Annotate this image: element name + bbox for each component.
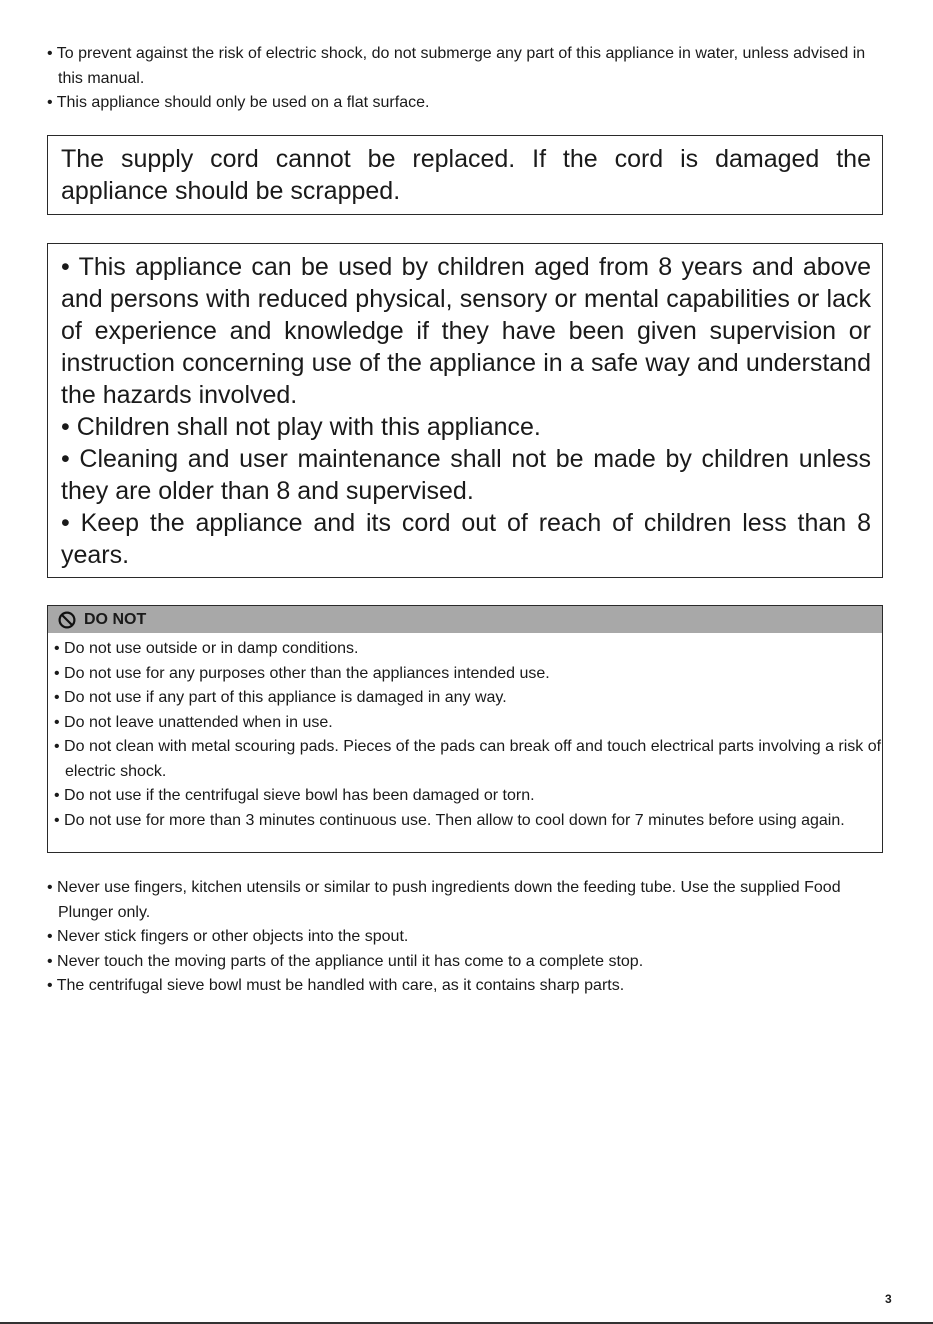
children-notice-paragraph: • Cleaning and user maintenance shall not be made by children unless they are older than 8 and supervised. — [61, 445, 871, 505]
list-item: • Never use fingers, kitchen utensils or similar to push ingredients down the feeding tube. Use the supplied Food Plunger only. — [47, 879, 841, 921]
prohibition-icon — [58, 611, 76, 629]
list-item: • This appliance should only be used on a flat surface. — [47, 94, 430, 111]
list-item: • Do not use if the centrifugal sieve bowl has been damaged or torn. — [54, 787, 535, 804]
children-notice-paragraph: • Children shall not play with this appliance. — [61, 413, 541, 441]
list-item: • Do not use for more than 3 minutes continuous use. Then allow to cool down for 7 minutes before using again. — [54, 811, 845, 829]
do-not-title: DO NOT — [84, 610, 147, 628]
children-notice-paragraph: • Keep the appliance and its cord out of reach of children less than 8 years. — [61, 509, 871, 569]
supply-cord-notice — [47, 135, 883, 215]
list-item: • Do not use for any purposes other than the appliances intended use. — [54, 664, 550, 682]
list-item: • Do not clean with metal scouring pads. Pieces of the pads can break off and touch electrical parts involving a risk of electric shock. — [54, 738, 882, 780]
supply-cord-text: The supply cord cannot be replaced. If the cord is damaged the appliance should be scrapped. — [61, 145, 871, 205]
do-not-panel — [47, 605, 883, 853]
list-item: • Do not leave unattended when in use. — [54, 713, 333, 731]
page-number: 3 — [885, 1292, 892, 1306]
list-item: • Do not use outside or in damp conditions. — [54, 640, 359, 657]
usage-safety-list — [47, 876, 892, 999]
do-not-list — [48, 633, 882, 833]
list-item: • Do not use if any part of this appliance is damaged in any way. — [54, 689, 507, 706]
list-item: • Never touch the moving parts of the appliance until it has come to a complete stop. — [47, 952, 644, 970]
children-safety-notice — [47, 243, 883, 578]
list-item: • The centrifugal sieve bowl must be handled with care, as it contains sharp parts. — [47, 977, 625, 994]
list-item: • Never stick fingers or other objects into the spout. — [47, 928, 409, 945]
list-item: • To prevent against the risk of electric shock, do not submerge any part of this appliance in water, unless advised in this manual. — [47, 45, 866, 87]
general-safety-list — [47, 42, 877, 116]
do-not-header — [48, 606, 882, 633]
children-notice-paragraph: • This appliance can be used by children aged from 8 years and above and persons with reduced physical, sensory or mental capabilities or lack of experience and knowledge if they have been given supervision or instruction concerning use of the appliance in a safe way and understand the hazards involved. — [61, 253, 871, 409]
